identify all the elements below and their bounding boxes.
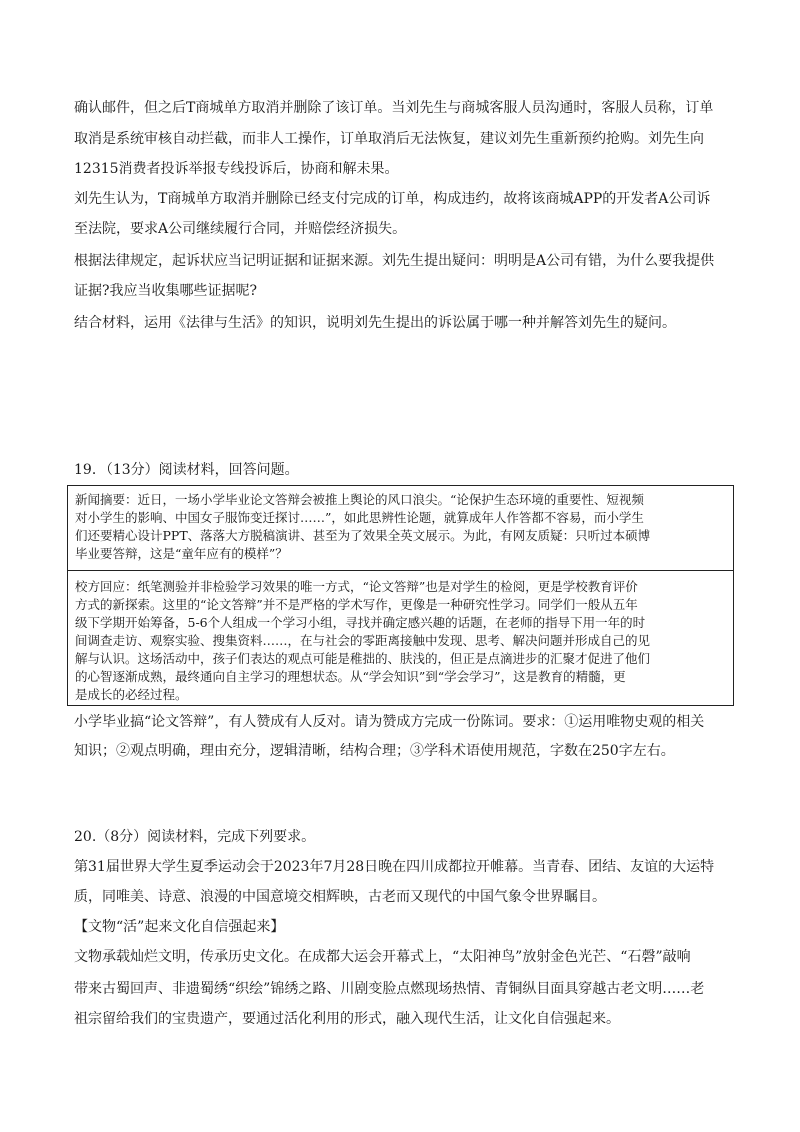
news-summary-line: 对小学生的影响、中国女子服饰变迁探讨……”，如此思辨性论题，就算成年人作答都不容易，而小学生: [75, 510, 644, 525]
paragraph-line: 刘先生认为，T商城单方取消并删除已经支付完成的订单，构成违约，故将该商城APP的开发者A公司诉: [74, 191, 711, 207]
paragraph-line: 文物承载灿烂文明，传承历史文化。在成都大运会开幕式上，“太阳神鸟”放射金色光芒、“石磬”敲响: [74, 949, 691, 965]
task-requirement-line: 小学毕业搞“论文答辩”，有人赞成有人反对。请为赞成方完成一份陈词。要求：①运用唯物史观的相关: [74, 714, 705, 730]
question-prompt: 结合材料，运用《法律与生活》的知识，说明刘先生提出的诉讼属于哪一种并解答刘先生的疑问。: [74, 315, 676, 331]
paragraph-line: 取消是系统审核自动拦截，而非人工操作，订单取消后无法恢复，建议刘先生重新预约抢购。刘先生向: [74, 131, 704, 147]
school-response-line: 校方回应：纸笔测验并非检验学习效果的唯一方式，“论文答辩”也是对学生的检阅，更是学校教育评价: [75, 579, 638, 594]
school-response-line: 的心智逐渐成熟，最终通向自主学习的理想状态。从“学会知识”到“学会学习”，这是教育的精髓，更: [75, 669, 626, 684]
news-summary-line: 们还要精心设计PPT、落落大方脱稿演讲、甚至为了效果全英文展示。为此，有网友质疑：只听过本硕博: [75, 528, 651, 543]
question-20-heading: 20.（8分）阅读材料，完成下列要求。: [74, 829, 316, 845]
paragraph-line: 根据法律规定，起诉状应当记明证据和证据来源。刘先生提出疑问：明明是A公司有错，为什么要我提供: [74, 253, 715, 269]
school-response-line: 间调查走访、观察实验、搜集资料……，在与社会的零距离接触中发现、思考、解决问题并形成自己的见: [75, 633, 651, 648]
section-title: 【文物“活”起来文化自信强起来】: [74, 919, 285, 935]
school-response-line: 解与认识。这场活动中，孩子们表达的观点可能是稚拙的、肤浅的，但正是点滴进步的汇聚才促进了他们: [75, 651, 651, 666]
news-summary-line: 新闻摘要：近日，一场小学毕业论文答辩会被推上舆论的风口浪尖。“论保护生态环境的重要性、短视频: [75, 492, 644, 507]
paragraph-line: 祖宗留给我们的宝贵遗产，要通过活化利用的形式，融入现代生活，让文化自信强起来。: [74, 1011, 620, 1027]
task-requirement-line: 知识；②观点明确，理由充分，逻辑清晰，结构合理；③学科术语使用规范，字数在250字左右。: [74, 743, 675, 759]
paragraph-line: 质，同唯美、诗意、浪漫的中国意境交相辉映，古老而又现代的中国气象令世界瞩目。: [74, 889, 606, 905]
school-response-line: 方式的新探索。这里的“论文答辩”并不是严格的学术写作，更像是一种研究性学习。同学们一般从五年: [75, 597, 638, 612]
paragraph-line: 确认邮件，但之后T商城单方取消并删除了该订单。当刘先生与商城客服人员沟通时，客服人员称，订单: [74, 100, 714, 116]
school-response-line: 是成长的必经过程。: [75, 687, 188, 702]
news-summary-line: 毕业要答辩，这是“童年应有的模样”？: [75, 546, 288, 561]
box-divider: [67, 570, 734, 571]
paragraph-line: 带来古蜀回声、非遗蜀绣“织绘”锦绣之路、川剧变脸点燃现场热情、青铜纵目面具穿越古老文明……老: [74, 981, 705, 997]
paragraph-line: 12315消费者投诉举报专线投诉后，协商和解未果。: [74, 161, 399, 177]
question-19-heading: 19．（13分）阅读材料，回答问题。: [74, 462, 299, 478]
paragraph-line: 至法院，要求A公司继续履行合同，并赔偿经济损失。: [74, 221, 407, 237]
paragraph-line: 第31届世界大学生夏季运动会于2023年7月28日晚在四川成都拉开帷幕。当青春、团结、友谊的大运特: [74, 859, 715, 875]
school-response-line: 级下学期开始筹备，5-6个人组成一个学习小组，寻找并确定感兴趣的话题，在老师的指导下用一年的时: [75, 615, 646, 630]
paragraph-line: 证据?我应当收集哪些证据呢?: [74, 283, 258, 299]
material-box: [67, 485, 734, 706]
